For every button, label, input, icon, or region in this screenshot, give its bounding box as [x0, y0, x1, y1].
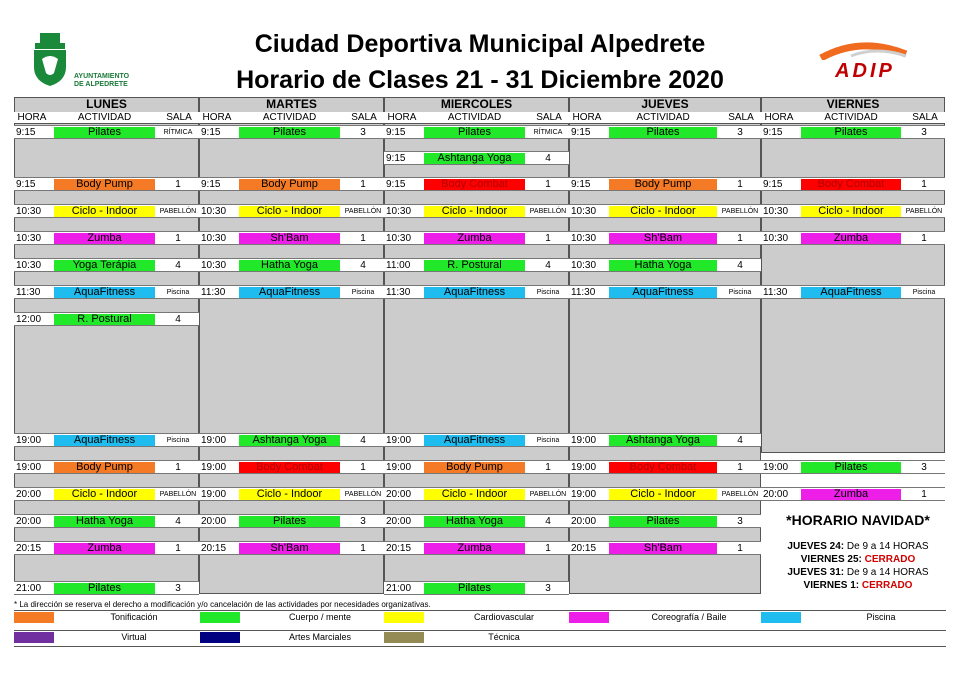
class-activity: Zumba [424, 233, 525, 244]
class-row[interactable] [199, 204, 384, 218]
legend-swatch-cardio [384, 612, 424, 623]
class-room: RÍTMICA [163, 129, 193, 136]
holiday-day: JUEVES 31: [787, 567, 845, 578]
class-activity: Zumba [54, 543, 155, 554]
class-activity: AquaFitness [239, 287, 340, 298]
class-room: 1 [921, 179, 927, 190]
class-time: 20:00 [386, 516, 412, 527]
class-row[interactable] [14, 177, 199, 191]
class-time: 20:15 [201, 543, 227, 554]
holiday-schedule-title: *HORARIO NAVIDAD* [786, 512, 930, 528]
class-time: 19:00 [201, 462, 227, 473]
class-activity: R. Postural [54, 314, 155, 325]
page-title: Ciudad Deportiva Municipal Alpedrete [254, 30, 706, 58]
class-room: 1 [175, 543, 181, 554]
column-header-sala: SALA [344, 112, 384, 124]
class-room: PABELLÓN [721, 491, 759, 498]
class-activity: AquaFitness [424, 287, 525, 298]
class-time: 19:00 [201, 489, 227, 500]
class-room: 3 [545, 583, 551, 594]
class-row[interactable] [384, 177, 569, 191]
class-row[interactable] [384, 514, 569, 528]
day-header-jueves: JUEVES [641, 97, 689, 111]
class-activity: Body Combat [609, 462, 717, 473]
class-row[interactable] [569, 258, 761, 272]
class-row[interactable] [569, 514, 761, 528]
class-activity: Pilates [239, 516, 340, 527]
class-room: 1 [545, 179, 551, 190]
class-row[interactable] [199, 258, 384, 272]
class-row[interactable] [14, 433, 199, 447]
column-header-actividad: ACTIVIDAD [605, 112, 721, 124]
class-room: Piscina [166, 289, 190, 296]
class-activity: Body Pump [54, 179, 155, 190]
column-header-actividad: ACTIVIDAD [797, 112, 905, 124]
class-row[interactable] [569, 285, 761, 299]
class-room: Piscina [536, 289, 560, 296]
legend-swatch-tonificacion [14, 612, 54, 623]
closed-status: CERRADO [859, 580, 913, 591]
class-room: 3 [360, 127, 366, 138]
class-time: 19:00 [571, 435, 597, 446]
class-activity: Ciclo - Indoor [424, 489, 525, 500]
class-room: PABELLÓN [159, 491, 197, 498]
day-header-viernes: VIERNES [826, 97, 880, 111]
class-activity: Ashtanga Yoga [609, 435, 717, 446]
class-room: PABELLÓN [529, 491, 567, 498]
class-room: 1 [545, 543, 551, 554]
class-room: 3 [175, 583, 181, 594]
class-time: 11:00 [386, 260, 411, 271]
class-room: PABELLÓN [159, 208, 197, 215]
class-row[interactable] [14, 204, 199, 218]
class-room: Piscina [728, 289, 752, 296]
class-time: 9:15 [386, 179, 406, 190]
class-time: 20:15 [16, 543, 42, 554]
class-room: 1 [737, 543, 743, 554]
class-room: 1 [737, 233, 743, 244]
class-activity: Sh'Bam [609, 543, 717, 554]
class-activity: Body Pump [54, 462, 155, 473]
adip-logo-text: ADIP [835, 60, 895, 82]
class-activity: Sh'Bam [239, 233, 340, 244]
column-header-actividad: ACTIVIDAD [420, 112, 529, 124]
class-row[interactable] [199, 177, 384, 191]
class-room: 4 [175, 314, 181, 325]
class-row[interactable] [384, 125, 569, 139]
class-row[interactable] [14, 487, 199, 501]
class-activity: Body Pump [609, 179, 717, 190]
class-activity: R. Postural [424, 260, 525, 271]
class-time: 12:00 [16, 314, 42, 325]
class-time: 9:15 [763, 179, 783, 190]
class-time: 9:15 [386, 153, 406, 164]
class-room: 4 [737, 435, 743, 446]
holiday-line [768, 567, 948, 578]
legend-label: Técnica [488, 632, 520, 642]
class-row[interactable] [384, 285, 569, 299]
class-time: 9:15 [571, 127, 591, 138]
class-row[interactable] [384, 204, 569, 218]
class-activity: Pilates [54, 583, 155, 594]
class-room: 1 [360, 543, 366, 554]
class-activity: Ciclo - Indoor [54, 489, 155, 500]
class-row[interactable] [569, 487, 761, 501]
class-activity: AquaFitness [424, 435, 525, 446]
class-time: 9:15 [386, 127, 406, 138]
class-time: 11:30 [571, 287, 596, 298]
class-row[interactable] [14, 231, 199, 245]
legend-label: Tonificación [110, 612, 158, 622]
legend-label: Cuerpo / mente [288, 612, 352, 622]
class-room: 1 [737, 462, 743, 473]
class-row[interactable] [569, 460, 761, 474]
class-room: 1 [545, 462, 551, 473]
class-time: 19:00 [386, 435, 412, 446]
class-time: 10:30 [386, 206, 412, 217]
class-activity: Hatha Yoga [424, 516, 525, 527]
class-activity: Pilates [424, 583, 525, 594]
class-row[interactable] [569, 541, 761, 555]
class-activity: Ciclo - Indoor [54, 206, 155, 217]
class-time: 10:30 [201, 233, 227, 244]
class-room: 3 [737, 516, 743, 527]
class-time: 19:00 [16, 462, 42, 473]
class-activity: Pilates [424, 127, 525, 138]
class-room: 3 [921, 127, 927, 138]
class-time: 19:00 [16, 435, 42, 446]
class-room: 1 [921, 489, 927, 500]
adip-logo [806, 40, 921, 85]
class-activity: Zumba [801, 233, 901, 244]
class-activity: Body Pump [239, 179, 340, 190]
holiday-hours: De 9 a 14 HORAS [844, 567, 929, 578]
legend-divider [14, 610, 946, 611]
class-row[interactable] [384, 460, 569, 474]
class-time: 11:30 [386, 287, 411, 298]
class-activity: Body Combat [801, 179, 901, 190]
class-time: 20:00 [386, 489, 412, 500]
class-row[interactable] [14, 581, 199, 595]
class-activity: Zumba [801, 489, 901, 500]
class-activity: AquaFitness [801, 287, 901, 298]
class-room: PABELLÓN [344, 491, 382, 498]
class-activity: Ciclo - Indoor [801, 206, 901, 217]
class-room: 3 [921, 462, 927, 473]
column-header-actividad: ACTIVIDAD [50, 112, 159, 124]
class-time: 20:15 [571, 543, 597, 554]
class-activity: Zumba [54, 233, 155, 244]
legend-swatch-virtual [14, 632, 54, 643]
class-row[interactable] [384, 487, 569, 501]
holiday-day: VIERNES 1: [803, 580, 860, 591]
class-activity: Pilates [239, 127, 340, 138]
class-activity: Body Combat [424, 179, 525, 190]
class-activity: Pilates [801, 462, 901, 473]
column-header-hora: HORA [761, 112, 797, 124]
class-time: 9:15 [201, 179, 221, 190]
class-time: 10:30 [571, 233, 597, 244]
class-room: Piscina [166, 437, 190, 444]
class-activity: Ciclo - Indoor [424, 206, 525, 217]
class-time: 11:30 [201, 287, 226, 298]
column-header-hora: HORA [569, 112, 605, 124]
class-row[interactable] [384, 258, 569, 272]
class-row[interactable] [761, 231, 945, 245]
disclaimer-note: * La dirección se reserva el derecho a modificación y/o cancelación de las actividades por necesidades organizativas. [14, 600, 431, 609]
class-room: 1 [175, 233, 181, 244]
class-activity: Body Combat [239, 462, 340, 473]
class-row[interactable] [569, 433, 761, 447]
class-row[interactable] [199, 231, 384, 245]
class-activity: AquaFitness [609, 287, 717, 298]
closed-status: CERRADO [861, 554, 916, 565]
class-row[interactable] [14, 285, 199, 299]
class-row[interactable] [199, 460, 384, 474]
class-room: Piscina [351, 289, 375, 296]
class-time: 20:00 [763, 489, 789, 500]
class-time: 10:30 [571, 260, 597, 271]
class-activity: Zumba [424, 543, 525, 554]
column-header-sala: SALA [529, 112, 569, 124]
column-header-sala: SALA [721, 112, 761, 124]
class-row[interactable] [14, 258, 199, 272]
column-header-hora: HORA [199, 112, 235, 124]
class-room: PABELLÓN [344, 208, 382, 215]
class-time: 10:30 [16, 206, 42, 217]
class-time: 10:30 [571, 206, 597, 217]
class-time: 9:15 [571, 179, 591, 190]
class-room: 1 [921, 233, 927, 244]
class-row[interactable] [14, 460, 199, 474]
class-activity: Ciclo - Indoor [239, 489, 340, 500]
day-header-lunes: LUNES [86, 97, 127, 111]
class-time: 11:30 [16, 287, 41, 298]
class-row[interactable] [199, 541, 384, 555]
legend-swatch-marciales [200, 632, 240, 643]
legend-label: Artes Marciales [288, 632, 351, 642]
holiday-day: JUEVES 24: [787, 541, 845, 552]
class-time: 20:15 [386, 543, 412, 554]
class-row[interactable] [199, 285, 384, 299]
class-room: 1 [360, 462, 366, 473]
legend-label: Coreografía / Baile [651, 612, 727, 622]
class-room: 4 [360, 260, 366, 271]
class-time: 19:00 [201, 435, 227, 446]
class-activity: Ciclo - Indoor [239, 206, 340, 217]
class-time: 10:30 [763, 233, 789, 244]
class-room: 4 [175, 516, 181, 527]
class-activity: Pilates [609, 127, 717, 138]
class-row[interactable] [569, 231, 761, 245]
class-time: 10:30 [386, 233, 412, 244]
legend-label: Piscina [866, 612, 896, 622]
class-row[interactable] [384, 541, 569, 555]
legend-label: Virtual [121, 632, 147, 642]
legend-swatch-piscina [761, 612, 801, 623]
holiday-day: VIERNES 25: [800, 554, 862, 565]
class-row[interactable] [761, 125, 945, 139]
class-activity: Ciclo - Indoor [609, 489, 717, 500]
class-time: 9:15 [16, 127, 36, 138]
legend-swatch-cuerpo [200, 612, 240, 623]
class-time: 10:30 [16, 233, 42, 244]
class-row[interactable] [569, 204, 761, 218]
class-time: 10:30 [16, 260, 42, 271]
column-header-hora: HORA [14, 112, 50, 124]
class-time: 19:00 [386, 462, 412, 473]
class-room: PABELLÓN [905, 208, 943, 215]
class-time: 20:00 [16, 516, 42, 527]
class-room: PABELLÓN [721, 208, 759, 215]
class-row[interactable] [14, 541, 199, 555]
class-activity: Ashtanga Yoga [239, 435, 340, 446]
class-time: 20:00 [201, 516, 227, 527]
class-room: 3 [360, 516, 366, 527]
class-room: 3 [737, 127, 743, 138]
class-room: 4 [545, 260, 551, 271]
class-row[interactable] [384, 433, 569, 447]
class-row[interactable] [384, 231, 569, 245]
logo-text-line1: AYUNTAMIENTO [74, 73, 130, 80]
holiday-line [768, 580, 948, 591]
class-activity: AquaFitness [54, 435, 155, 446]
legend-swatch-coreografia [569, 612, 609, 623]
class-activity: Pilates [54, 127, 155, 138]
class-activity: Ashtanga Yoga [424, 153, 525, 164]
class-row[interactable] [569, 177, 761, 191]
class-time: 9:15 [201, 127, 221, 138]
class-row[interactable] [384, 151, 569, 165]
column-header-hora: HORA [384, 112, 420, 124]
holiday-line [768, 541, 948, 552]
class-time: 19:00 [571, 489, 597, 500]
class-time: 10:30 [763, 206, 789, 217]
class-time: 9:15 [763, 127, 783, 138]
class-row[interactable] [761, 204, 945, 218]
logo-text-line2: DE ALPEDRETE [74, 81, 128, 88]
class-room: 4 [360, 435, 366, 446]
class-activity: Yoga Terápia [54, 260, 155, 271]
class-room: 4 [175, 260, 181, 271]
class-room: 1 [175, 462, 181, 473]
class-row[interactable] [761, 487, 945, 501]
class-row[interactable] [14, 312, 199, 326]
class-row[interactable] [761, 285, 945, 299]
day-header-miercoles: MIERCOLES [440, 97, 513, 111]
class-time: 20:00 [571, 516, 597, 527]
class-room: 1 [545, 233, 551, 244]
class-activity: Body Pump [424, 462, 525, 473]
column-header-sala: SALA [159, 112, 199, 124]
column-header-actividad: ACTIVIDAD [235, 112, 344, 124]
class-activity: Hatha Yoga [609, 260, 717, 271]
class-room: 4 [737, 260, 743, 271]
class-time: 10:30 [201, 260, 227, 271]
class-room: 1 [737, 179, 743, 190]
class-room: 4 [545, 516, 551, 527]
class-time: 11:30 [763, 287, 788, 298]
class-activity: Sh'Bam [609, 233, 717, 244]
class-room: PABELLÓN [529, 208, 567, 215]
class-row[interactable] [761, 177, 945, 191]
column-header-sala: SALA [905, 112, 945, 124]
class-room: RÍTMICA [533, 129, 563, 136]
class-activity: Pilates [609, 516, 717, 527]
class-row[interactable] [14, 514, 199, 528]
class-activity: Hatha Yoga [239, 260, 340, 271]
class-activity: Hatha Yoga [54, 516, 155, 527]
legend-label: Cardiovascular [473, 612, 535, 622]
arc-icon [806, 40, 921, 60]
holiday-hours: De 9 a 14 HORAS [844, 541, 929, 552]
class-time: 9:15 [16, 179, 36, 190]
day-column-viernes [761, 97, 945, 453]
legend-divider [14, 630, 946, 631]
class-row[interactable] [199, 487, 384, 501]
legend-divider [14, 646, 946, 647]
class-row[interactable] [199, 514, 384, 528]
page-subtitle: Horario de Clases 21 - 31 Diciembre 2020 [236, 66, 724, 94]
class-time: 20:00 [16, 489, 42, 500]
class-time: 19:00 [763, 462, 789, 473]
class-activity: AquaFitness [54, 287, 155, 298]
class-room: 1 [360, 179, 366, 190]
class-room: 1 [360, 233, 366, 244]
class-room: 1 [175, 179, 181, 190]
class-row[interactable] [761, 460, 945, 474]
class-room: Piscina [912, 289, 936, 296]
class-time: 10:30 [201, 206, 227, 217]
legend-swatch-tecnica [384, 632, 424, 643]
class-row[interactable] [384, 581, 569, 595]
class-activity: Ciclo - Indoor [609, 206, 717, 217]
day-header-martes: MARTES [266, 97, 317, 111]
class-activity: Pilates [801, 127, 901, 138]
class-activity: Sh'Bam [239, 543, 340, 554]
class-time: 19:00 [571, 462, 597, 473]
class-row[interactable] [199, 433, 384, 447]
class-row[interactable] [14, 125, 199, 139]
holiday-line [768, 554, 948, 565]
class-row[interactable] [569, 125, 761, 139]
class-room: Piscina [536, 437, 560, 444]
class-room: 4 [545, 153, 551, 164]
class-time: 21:00 [16, 583, 42, 594]
class-time: 21:00 [386, 583, 412, 594]
class-row[interactable] [199, 125, 384, 139]
